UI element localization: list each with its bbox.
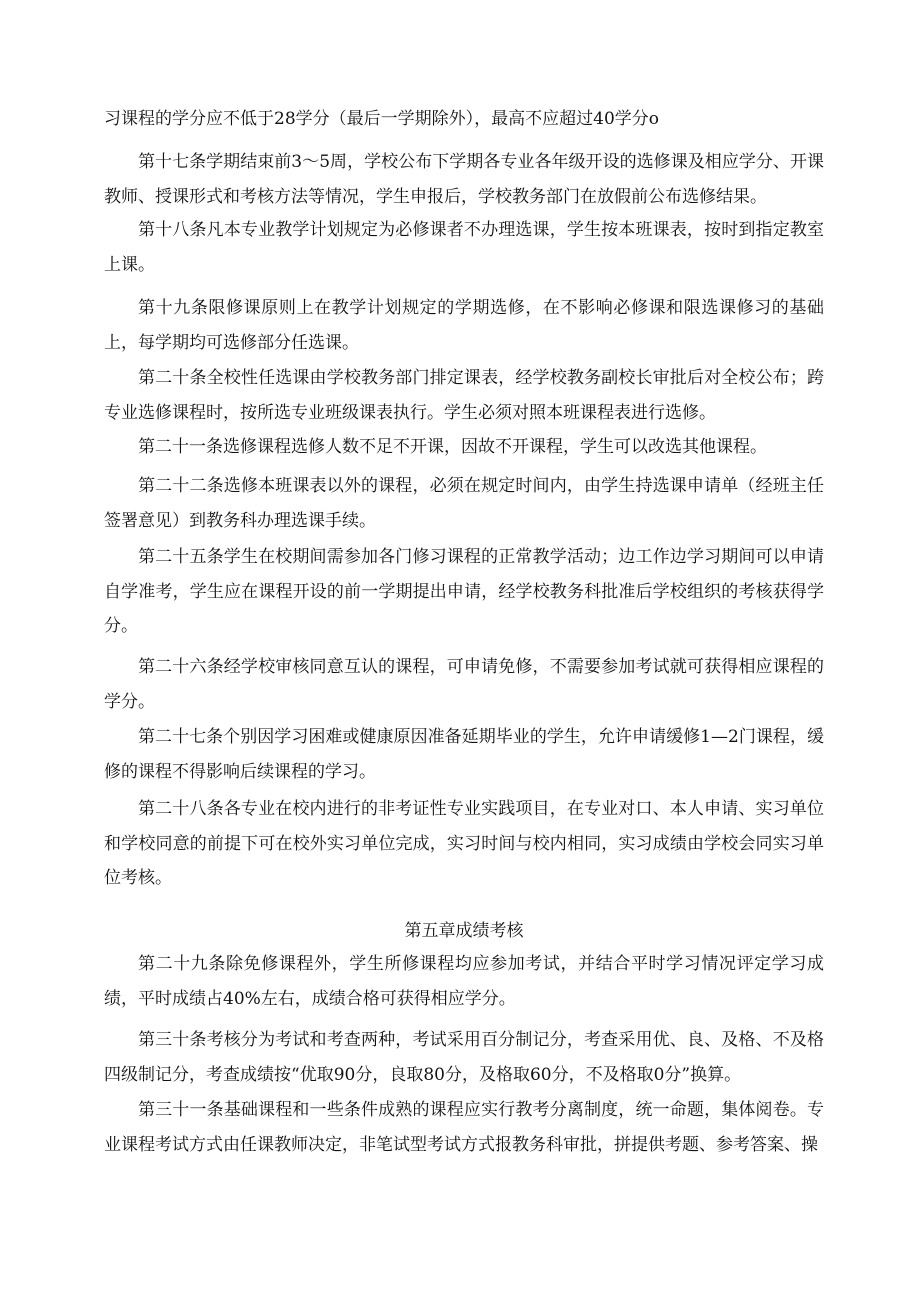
paragraph-credit-limit: 习课程的学分应不低于28学分（最后一学期除外），最高不应超过40学分o xyxy=(104,109,659,129)
paragraph-article-29: 第二十九条除免修课程外，学生所修课程均应参加考试，并结合平时学习情况评定学习成绩，平时成绩占40%左右，成绩合格可获得相应学分。 xyxy=(104,954,824,1009)
paragraph-article-20: 第二十条全校性任选课由学校教务部门排定课表，经学校教务副校长审批后对全校公布；跨专业选修课程时，按所选专业班级课表执行。学生必须对照本班课程表进行选修。 xyxy=(104,368,824,423)
paragraph-article-31: 第三十一条基础课程和一些条件成熟的课程应实行教考分离制度，统一命题，集体阅卷。专业课程考试方式由任课教师决定，非笔试型考试方式报教务科审批，拼提供考题、参考答案、操 xyxy=(104,1100,824,1155)
paragraph-article-21: 第二十一条选修课程选修人数不足不开课，因故不开课程，学生可以改选其他课程。 xyxy=(138,437,767,457)
paragraph-article-19: 第十九条限修课原则上在教学计划规定的学期选修，在不影响必修课和限选课修习的基础上，每学期均可选修部分任选课。 xyxy=(104,298,824,353)
paragraph-article-28: 第二十八条各专业在校内进行的非考证性专业实践项目，在专业对口、本人申请、实习单位和学校同意的前提下可在校外实习单位完成，实习时间与校内相同，实习成绩由学校会同实习单位考核。 xyxy=(104,799,824,888)
paragraph-article-17: 第十七条学期结束前3～5周，学校公布下学期各专业各年级开设的选修课及相应学分、开课教师、授课形式和考核方法等情况，学生申报后，学校教务部门在放假前公布选修结果。 xyxy=(104,152,824,207)
paragraph-article-30: 第三十条考核分为考试和考查两种，考试采用百分制记分，考查采用优、良、及格、不及格四级制记分，考查成绩按“优取90分，良取80分，及格取60分，不及格取0分”换算。 xyxy=(104,1030,824,1085)
paragraph-article-22: 第二十二条选修本班课表以外的课程，必须在规定时间内，由学生持选课申请单（经班主任签署意见）到教务科办理选课手续。 xyxy=(104,476,824,531)
paragraph-article-25: 第二十五条学生在校期间需参加各门修习课程的正常教学活动；边工作边学习期间可以申请自学准考，学生应在课程开设的前一学期提出申请，经学校教务科批准后学校组织的考核获得学分。 xyxy=(104,547,824,636)
paragraph-article-18: 第十八条凡本专业教学计划规定为必修课者不办理选课，学生按本班课表，按时到指定教室上课。 xyxy=(104,220,824,275)
paragraph-article-27: 第二十七条个别因学习困难或健康原因准备延期毕业的学生，允许申请缓修1—2门课程，缓修的课程不得影响后续课程的学习。 xyxy=(104,727,824,782)
paragraph-article-26: 第二十六条经学校审核同意互认的课程，可申请免修，不需要参加考试就可获得相应课程的学分。 xyxy=(104,657,824,712)
chapter-title: 第五章成绩考核 xyxy=(404,921,524,941)
